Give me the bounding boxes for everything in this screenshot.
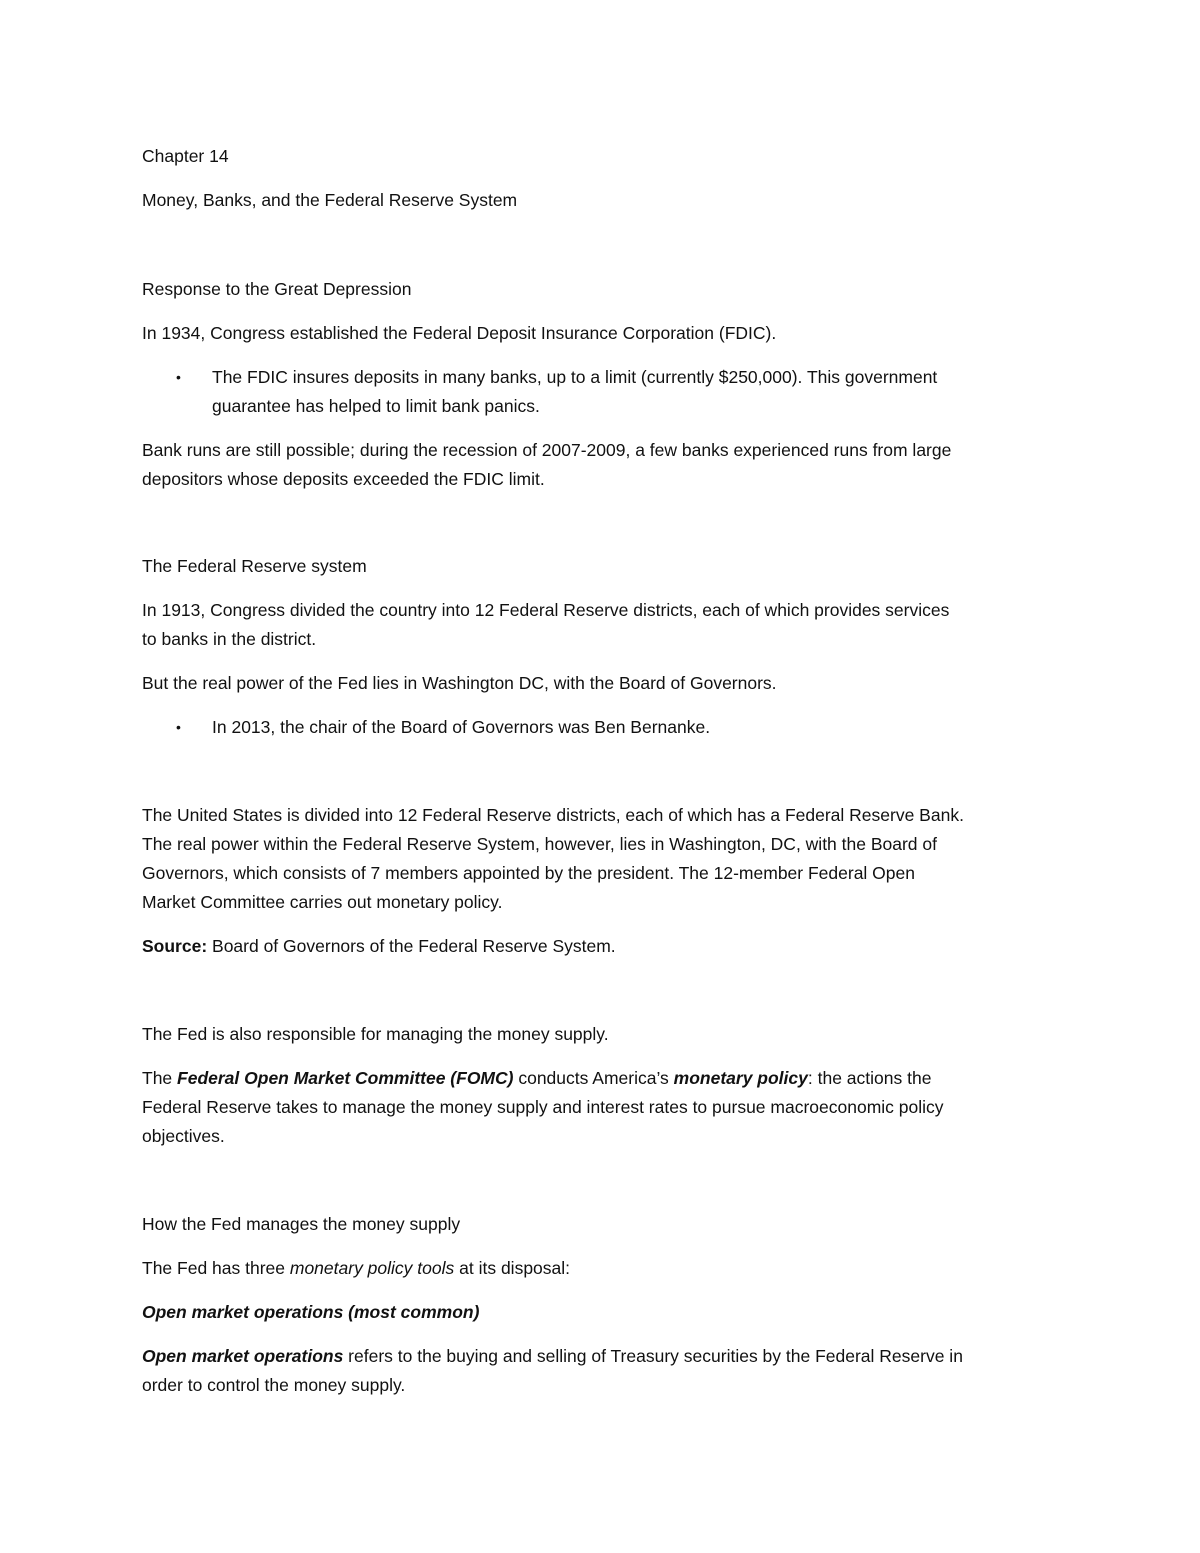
paragraph-fomc-line-2: Federal Reserve takes to manage the money supply and interest rates to pursue macroeconomic policy	[142, 1097, 944, 1117]
paragraph-districts-summary-line-2: The real power within the Federal Reserve System, however, lies in Washington, DC, with the Board of	[142, 834, 937, 854]
section-heading-fed-manages: How the Fed manages the money supply	[142, 1214, 461, 1234]
bullet-fdic-line-1: The FDIC insures deposits in many banks, up to a limit (currently $250,000). This government	[212, 367, 938, 387]
fomc-prefix: The	[142, 1068, 178, 1088]
bullet-fdic-line-2: guarantee has helped to limit bank panics.	[212, 396, 540, 416]
section-heading-federal-reserve: The Federal Reserve system	[142, 556, 367, 576]
paragraph-districts-line-1: In 1913, Congress divided the country into 12 Federal Reserve districts, each of which provides services	[142, 600, 950, 620]
bullet-bernanke: In 2013, the chair of the Board of Governors was Ben Bernanke.	[212, 717, 711, 737]
paragraph-bank-runs-line-2: depositors whose deposits exceeded the FDIC limit.	[142, 469, 545, 489]
term-monetary-policy: monetary policy	[673, 1068, 808, 1088]
paragraph-districts-line-2: to banks in the district.	[142, 629, 317, 649]
tools-prefix: The Fed has three	[142, 1258, 290, 1278]
paragraph-fomc-line-3: objectives.	[142, 1126, 225, 1146]
paragraph-districts-summary-line-3: Governors, which consists of 7 members appointed by the president. The 12-member Federal Open	[142, 863, 915, 883]
omo-definition: refers to the buying and selling of Treasury securities by the Federal Reserve in	[343, 1346, 963, 1366]
paragraph-money-supply: The Fed is also responsible for managing the money supply.	[142, 1024, 609, 1044]
paragraph-fomc-line-1	[142, 1064, 931, 1093]
source-line	[142, 932, 616, 961]
term-fomc: Federal Open Market Committee (FOMC)	[177, 1068, 514, 1088]
paragraph-three-tools	[142, 1254, 570, 1283]
paragraph-fdic-established: In 1934, Congress established the Federal Deposit Insurance Corporation (FDIC).	[142, 323, 777, 343]
bullet-marker: •	[176, 719, 181, 735]
source-text: Board of Governors of the Federal Reserve System.	[207, 936, 616, 956]
source-label: Source:	[142, 936, 208, 956]
tools-suffix: at its disposal:	[454, 1258, 571, 1278]
paragraph-bank-runs-line-1: Bank runs are still possible; during the recession of 2007-2009, a few banks experienced runs from large	[142, 440, 952, 460]
chapter-title: Money, Banks, and the Federal Reserve System	[142, 190, 518, 210]
chapter-number: Chapter 14	[142, 146, 229, 166]
paragraph-districts-summary-line-4: Market Committee carries out monetary policy.	[142, 892, 503, 912]
paragraph-districts-summary-line-1: The United States is divided into 12 Federal Reserve districts, each of which has a Federal Reserve Bank.	[142, 805, 964, 825]
term-monetary-policy-tools: monetary policy tools	[289, 1258, 455, 1278]
term-open-market-operations: Open market operations	[142, 1346, 344, 1366]
paragraph-omo-line-1	[142, 1342, 963, 1371]
section-heading-great-depression: Response to the Great Depression	[142, 279, 412, 299]
paragraph-omo-line-2: order to control the money supply.	[142, 1375, 406, 1395]
paragraph-real-power: But the real power of the Fed lies in Washington DC, with the Board of Governors.	[142, 673, 777, 693]
bullet-marker: •	[176, 369, 181, 385]
fomc-suffix: : the actions the	[807, 1068, 932, 1088]
fomc-mid: conducts America’s	[513, 1068, 674, 1088]
subheading-open-market-operations: Open market operations (most common)	[142, 1302, 480, 1322]
